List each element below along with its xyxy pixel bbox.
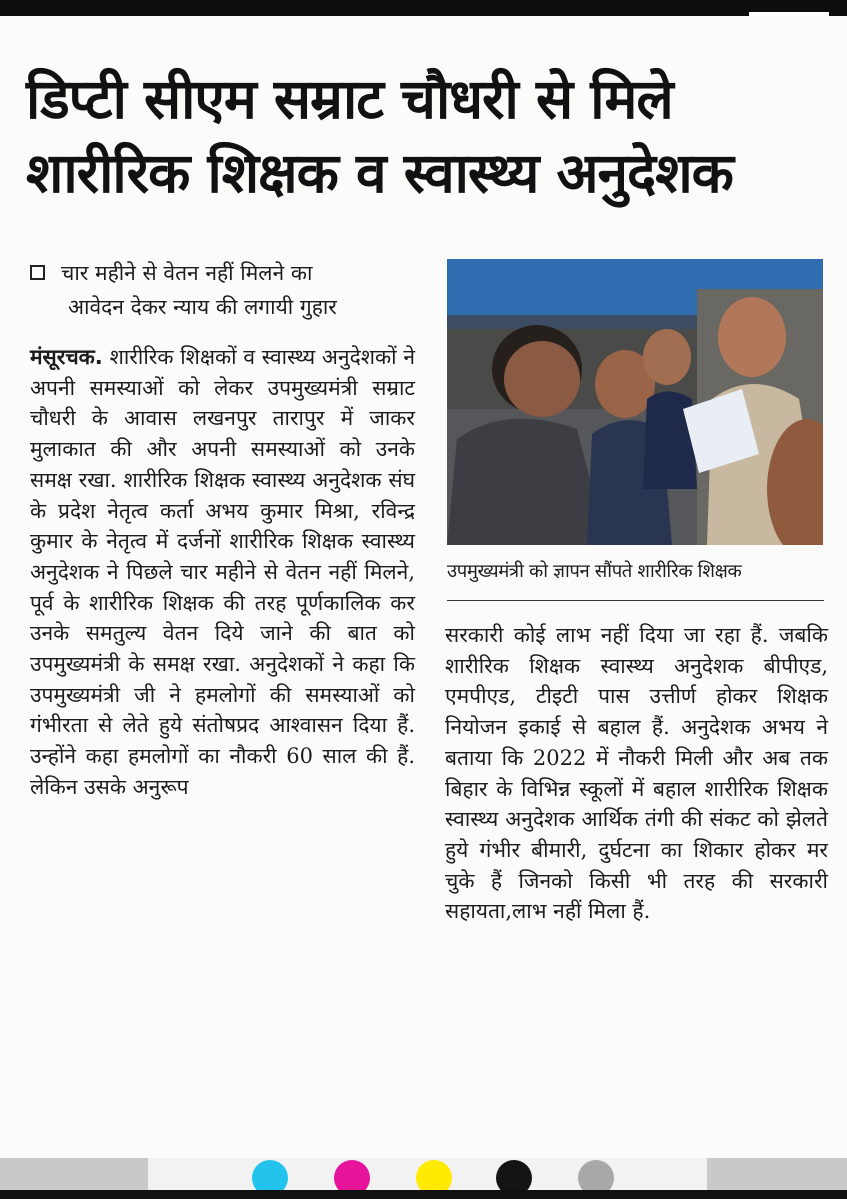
headline-line-2: शारीरिक शिक्षक व स्वास्थ्य अनुदेशक [26, 141, 733, 205]
headline [26, 62, 826, 210]
caption-divider [447, 600, 824, 601]
news-photo [447, 259, 823, 545]
body-text-right: सरकारी कोई लाभ नहीं दिया जा रहा हैं. जबकि शारीरिक शिक्षक स्वास्थ्य अनुदेशक बीपीएड, एमपीएड, टीइटी पास उत्तीर्ण होकर शिक्षक नियोजन इकाई से बहाल हैं. अनुदेशक अभय ने बताया कि 2022 में नौकरी मिली और अब तक बिहार के विभिन्न स्कूलों में बहाल शारीरिक शिक्षक स्वास्थ्य अनुदेशक आर्थिक तंगी की संकट को झेलते हुये गंभीर बीमारी, दुर्घटना का शिकार होकर मर चुके हैं जिनको किसी भी तरह की सरकारी सहायता,लाभ नहीं मिला हैं. [445, 623, 828, 924]
news-photo-graphic [447, 259, 823, 545]
top-frame-bar [0, 0, 847, 16]
subheadline [30, 256, 435, 324]
article-column-right [445, 620, 828, 927]
body-text-left: शारीरिक शिक्षकों व स्वास्थ्य अनुदेशकों ने अपनी समस्याओं को लेकर उपमुख्यमंत्री सम्राट चौधरी के आवास लखनपुर तारापुर में जाकर मुलाकात की और अपनी समस्याओं को उनके समक्ष रखा. शारीरिक शिक्षक स्वास्थ्य अनुदेशक संघ के प्रदेश नेतृत्व कर्ता अभय कुमार मिश्रा, रविन्द्र कुमार के नेतृत्व में दर्जनों शारीरिक शिक्षक स्वास्थ्य अनुदेशक ने पिछले चार महीने से वेतन नहीं मिलने, पूर्व के शारीरिक शिक्षक की तरह पूर्णकालिक कर उनके समतुल्य वेतन दिये जाने की बात को उपमुख्यमंत्री के समक्ष रखा. अनुदेशकों ने कहा कि उपमुख्यमंत्री जी ने हमलोगों की समस्याओं को गंभीरता से लेते हुये संतोषप्रद आश्वासन दिया हैं. उन्होंने कहा हमलोगों का नौकरी 60 साल की हैं. लेकिन उसके अनुरूप [30, 345, 416, 799]
dateline: मंसूरचक. [30, 345, 103, 369]
top-frame-notch [749, 12, 829, 16]
bullet-square-icon [30, 265, 45, 280]
bottom-frame-bar [0, 1190, 847, 1199]
article-column-left [30, 342, 415, 803]
photo-caption: उपमुख्यमंत्री को ज्ञापन सौंपते शारीरिक शिक्षक [447, 561, 742, 582]
headline-line-1: डिप्टी सीएम सम्राट चौधरी से मिले [26, 67, 673, 131]
subheadline-line-2: आवेदन देकर न्याय की लगायी गुहार [68, 295, 337, 319]
subheadline-line-1: चार महीने से वेतन नहीं मिलने का [61, 261, 313, 285]
